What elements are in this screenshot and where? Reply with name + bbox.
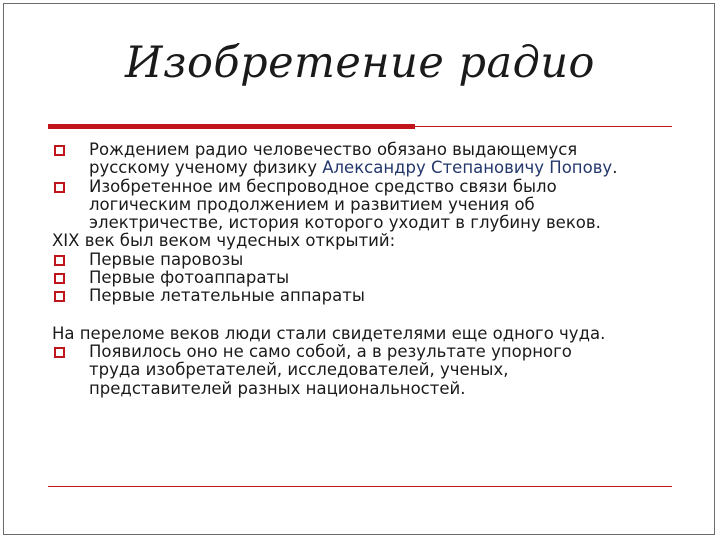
hollow-square-icon (54, 255, 65, 266)
bottom-rule (48, 486, 672, 487)
bullet-text-line: труда изобретателей, исследователей, ученых, (89, 360, 509, 380)
bullet-text-line: Рождением радио человечество обязано выдающемуся (89, 140, 578, 159)
bullet-item-aircraft (52, 287, 702, 305)
bullet-item-invention (52, 178, 702, 233)
bullet-text-suffix: . (612, 158, 618, 178)
bullet-text-line: логическим продолжением и развитием учения об (89, 194, 535, 214)
hollow-square-icon (54, 182, 65, 193)
bullet-text-line: Появилось оно не само собой, а в результате упорного (89, 341, 572, 361)
bullet-text-line: Первые фотоаппараты (89, 268, 290, 288)
bullet-text-line: Изобретенное им беспроводное средство связи было (89, 176, 557, 196)
bullet-text-line: Первые паровозы (89, 249, 244, 269)
slide-title: Изобретение радио (125, 38, 595, 88)
slide-body (52, 141, 702, 398)
paragraph-turn-of-century: На переломе веков люди стали свидетелями еще одного чуда. (52, 323, 606, 343)
bullet-item-cameras (52, 269, 702, 287)
hollow-square-icon (54, 273, 65, 284)
title-underline (48, 124, 672, 129)
title-underline-thin (415, 126, 672, 127)
hollow-square-icon (54, 145, 65, 156)
bullet-text-line: представителей разных национальностей. (89, 378, 466, 398)
bullet-text-prefix: русскому ученому физику (89, 158, 323, 178)
title-underline-thick (48, 124, 415, 129)
bullet-item-popov (52, 141, 702, 178)
highlighted-name: Александру Степановичу Попову (322, 158, 613, 178)
paragraph-spacer (52, 306, 702, 325)
hollow-square-icon (54, 291, 65, 302)
bullet-item-locomotives (52, 251, 702, 269)
bullet-text-line: электричестве, история которого уходит в глубину веков. (89, 213, 601, 233)
bullet-item-appearance (52, 343, 702, 398)
bullet-text-line (89, 159, 702, 177)
bullet-text-line: Первые летательные аппараты (89, 286, 365, 306)
paragraph-xix-century: XIX век был веком чудесных открытий: (52, 231, 396, 251)
hollow-square-icon (54, 347, 65, 358)
